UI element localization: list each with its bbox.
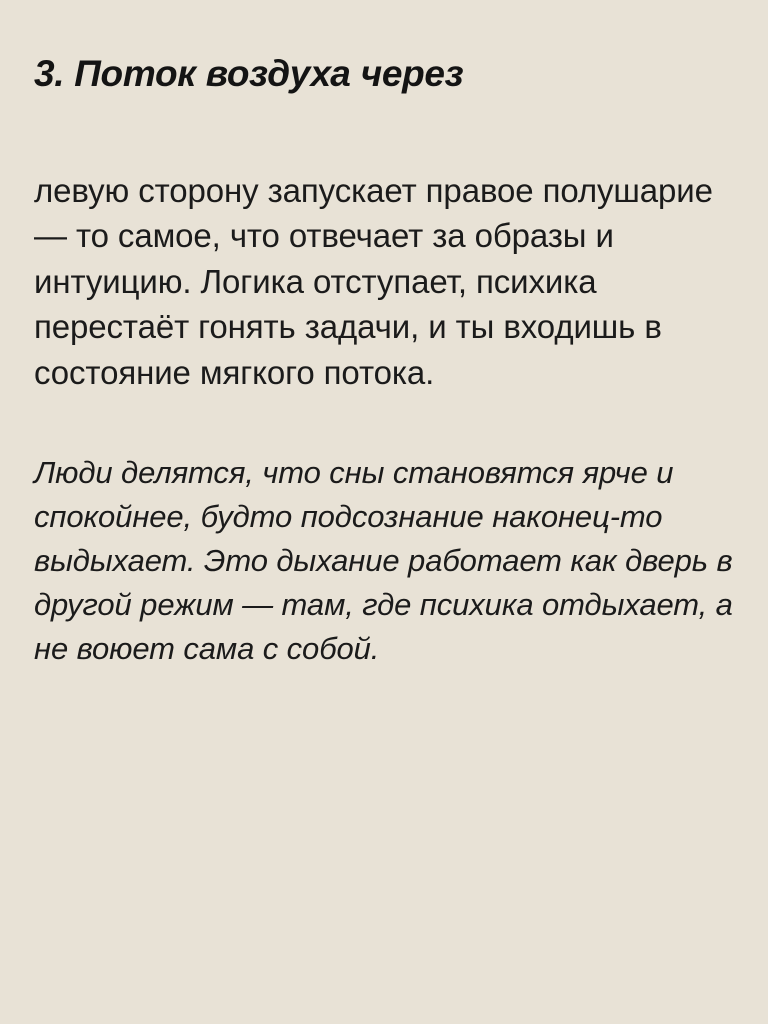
paragraph-italic: Люди делятся, что сны становятся ярче и спокойнее, будто подсознание наконец-то выдыхает. Это дыхание работает как дверь в другой режим — там, где психика отдыхает, а не воюет сама с собой. (34, 455, 733, 667)
paragraph-body: левую сторону запускает правое полушарие — то самое, что отвечает за образы и интуицию. Логика отступает, психика перестаёт гонять задачи, и ты входишь в состояние мягкого потока. (34, 171, 713, 391)
page-title: 3. Поток воздуха через (34, 53, 464, 94)
